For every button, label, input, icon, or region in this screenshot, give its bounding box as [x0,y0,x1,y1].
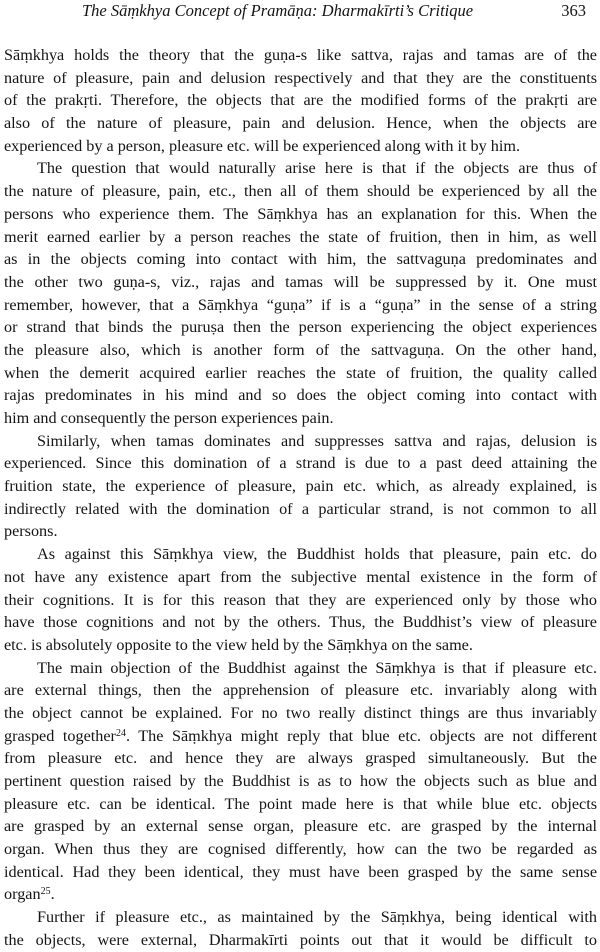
text-line: the other two guṇa-s, viz., rajas and tamas will be suppressed by it. One must [4,272,597,291]
text-line: the objects, were external, Dharmakīrti points out that it would be difficult to [4,930,597,949]
text-fragment: . The Sāṃkhya might reply that blue etc. objects are not different [125,726,597,745]
text-line: The question that would naturally arise here is that if the objects are thus of [37,159,597,178]
text-line: rajas predominates in his mind and so does the object coming into contact with [4,386,597,405]
text-line: Sāṃkhya holds the theory that the guṇa-s like sattva, rajas and tamas are of the [4,46,597,64]
text-line: etc. is absolutely opposite to the view held by the Sāṃkhya on the same. [4,635,473,654]
text-line: As against this Sāṃkhya view, the Buddhist holds that pleasure, pain etc. do [37,545,597,564]
text-line [4,725,597,748]
text-line: Further if pleasure etc., as maintained by the Sāṃkhya, being identical with [37,908,597,927]
paragraph-3 [4,430,597,543]
text-line: experienced. Since this domination of a strand is due to a past deed attaining the [4,454,597,473]
text-line: Similarly, when tamas dominates and suppresses sattva and rajas, delusion is [37,431,597,450]
text-line: remember, however, that a Sāṃkhya “guṇa” if is a “guṇa” in the sense of a string [4,295,597,314]
page-number: 363 [561,1,586,20]
paragraph-1 [4,44,597,157]
text-line: experienced by a person, pleasure etc. will be experienced along with it by him. [4,136,521,155]
text-line: from pleasure etc. and hence they are always grasped simultaneously. But the [4,749,597,768]
text-line: the object cannot be explained. For no two really distinct things are thus invariably [4,703,597,722]
page-header [0,0,600,34]
text-line: pertinent question raised by the Buddhist is as to how the objects such as blue and [4,772,597,790]
text-fragment: . [50,885,55,904]
text-line [4,883,597,906]
paragraph-2 [4,157,597,429]
running-head: The Sāṃkhya Concept of Pramāṇa: Dharmakīrti’s Critique [82,1,474,20]
footnote-ref-24[interactable]: 24 [115,727,126,739]
text-line: fruition state, the experience of pleasure, pain etc. which, as already explained, is [4,477,597,496]
text-line: are external things, then the apprehension of pleasure etc. invariably along with [4,681,597,700]
paragraph-6 [4,906,597,951]
text-line: nature of pleasure, pain and delusion respectively and that they are the constituents [4,68,597,87]
text-line: their cognitions. It is for this reason that they are experienced only by those who [4,590,597,609]
text-line: the pleasure also, which is another form of the sattvaguṇa. On the other hand, [4,340,597,359]
footnote-ref-25[interactable]: 25 [40,886,51,898]
text-line: persons who experience them. The Sāṃkhya has an explanation for this. When the [4,204,597,223]
text-line: not have any existence apart from the subjective mental existence in the form of [4,567,597,586]
text-line: as in the objects coming into contact with him, the sattvaguṇa predominates and [4,250,597,269]
text-line: are grasped by an external sense organ, pleasure etc. are grasped by the internal [4,817,597,836]
text-line: also of the nature of pleasure, pain and delusion. Hence, when the objects are [4,114,597,133]
text-line: or strand that binds the puruṣa then the person experiencing the object experiences [4,318,597,337]
text-line: The main objection of the Buddhist against the Sāṃkhya is that if pleasure etc. [37,658,597,677]
text-line: when the demerit acquired earlier reaches the state of fruition, the quality called [4,363,597,382]
text-line: indirectly related with the domination of a particular strand, is not common to all [4,499,597,518]
text-fragment: grasped together [4,726,116,745]
text-line: the nature of pleasure, pain, etc., then all of them should be experienced by all the [4,182,597,201]
text-line: have those cognitions and not by the others. Thus, the Buddhist’s view of pleasure [4,613,597,632]
paragraph-4 [4,543,597,656]
text-line: of the prakṛti. Therefore, the objects that are the modified forms of the prakṛti are [4,91,597,110]
text-fragment: organ [4,885,41,904]
body-text [4,44,597,952]
text-line: merit earned earlier by a person reaches the state of fruition, then in him, as well [4,227,597,246]
text-line: persons. [4,522,58,541]
text-line: pleasure etc. can be identical. The point made here is that while blue etc. objects [4,794,597,813]
text-line: him and consequently the person experiences pain. [4,409,334,427]
paragraph-5 [4,657,597,907]
text-line: organ. When thus they are cognised differently, how can the two be regarded as [4,840,597,859]
text-line: identical. Had they been identical, they must have been grasped by the same sense [4,862,597,881]
